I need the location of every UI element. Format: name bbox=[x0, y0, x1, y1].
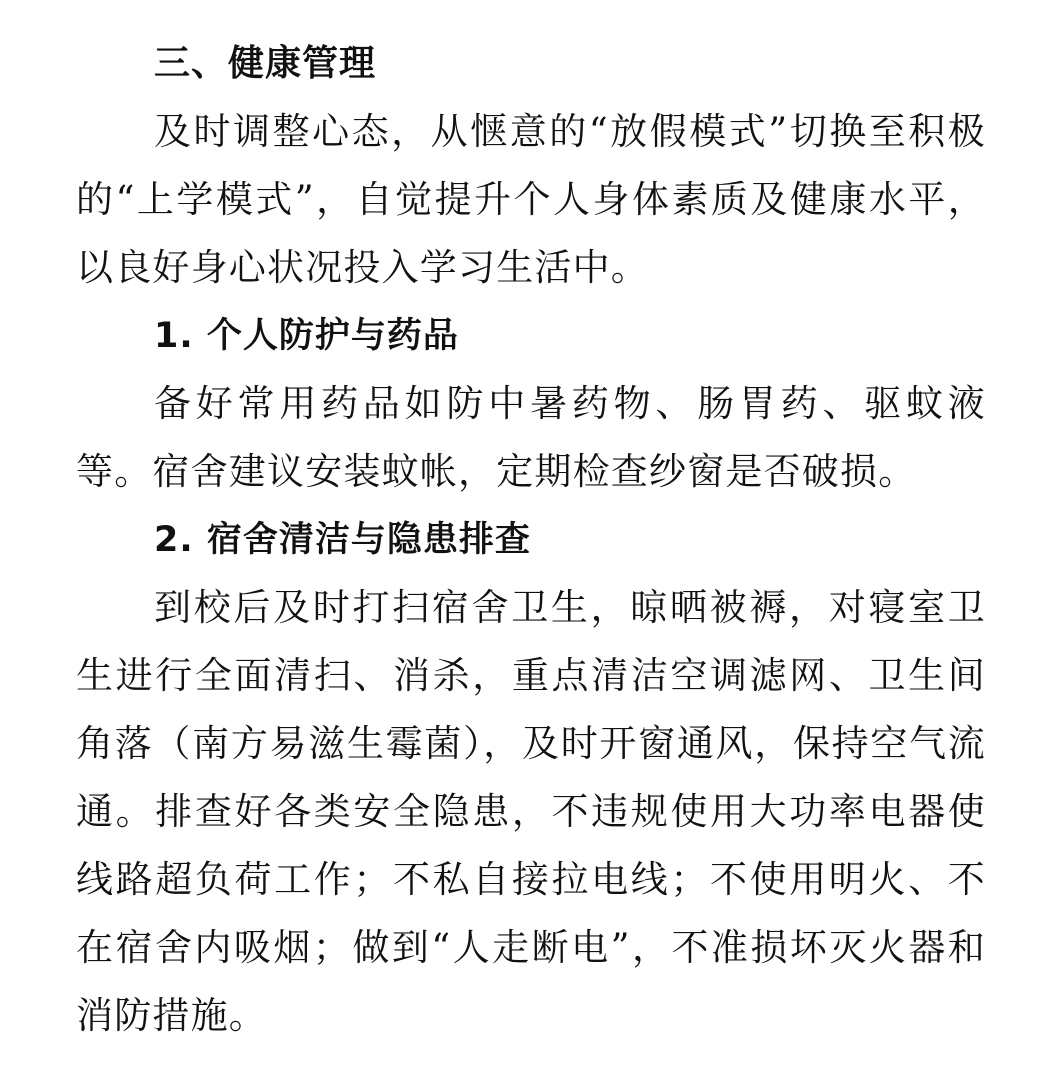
subsection-body: 到校后及时打扫宿舍卫生，晾晒被褥，对寝室卫生进行全面清扫、消杀，重点清洁空调滤网、卫生间角落（南方易滋生霉菌），及时开窗通风，保持空气流通。排查好各类安全隐患，不违规使用大功率电器使线路超负荷工作；不私自接拉电线；不使用明火、不在宿舍内吸烟；做到“人走断电”，不准损坏灭火器和消防措施。 bbox=[76, 586, 986, 1037]
document-body bbox=[76, 30, 986, 1050]
subsection-body: 备好常用药品如防中暑药物、肠胃药、驱蚊液等。宿舍建议安装蚊帐，定期检查纱窗是否破损。 bbox=[76, 382, 986, 493]
subsection-title: 2. 宿舍清洁与隐患排查 bbox=[154, 520, 531, 560]
subsection-title: 1. 个人防护与药品 bbox=[154, 316, 459, 356]
intro-paragraph: 及时调整心态，从惬意的“放假模式”切换至积极的“上学模式”，自觉提升个人身体素质及健康水平，以良好身心状况投入学习生活中。 bbox=[76, 110, 986, 289]
section-heading: 三、健康管理 bbox=[154, 43, 377, 84]
